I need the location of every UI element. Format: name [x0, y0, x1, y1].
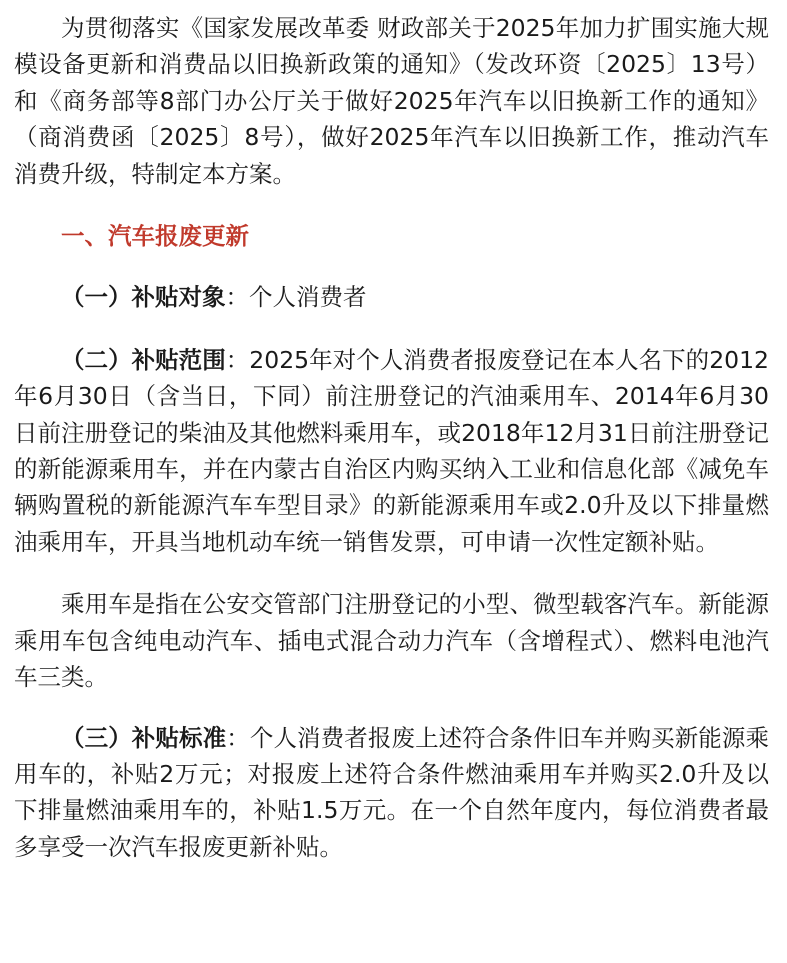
subsidy-standard-paragraph	[14, 720, 769, 866]
subsidy-target-colon: ：	[225, 283, 249, 312]
subsidy-scope-label: （二）补贴范围	[61, 345, 226, 374]
subsidy-target-paragraph	[14, 279, 769, 315]
subsidy-scope-paragraph	[14, 342, 769, 560]
subsidy-standard-text: 个人消费者报废上述符合条件旧车并购买新能源乘用车的，补贴2万元；对报废上述符合条件燃油乘用车并购买2.0升及以下排量燃油乘用车的，补贴1.5万元。在一个自然年度内，每位消费者最多享受一次汽车报废更新补贴。	[14, 723, 770, 861]
intro-paragraph: 为贯彻落实《国家发展改革委 财政部关于2025年加力扩围实施大规模设备更新和消费品以旧换新政策的通知》（发改环资〔2025〕13号）和《商务部等8部门办公厅关于做好2025年汽车以旧换新工作的通知》（商消费函〔2025〕8号），做好2025年汽车以旧换新工作，推动汽车消费升级，特制定本方案。	[14, 14, 769, 188]
subsidy-standard-label: （三）补贴标准	[61, 723, 227, 752]
subsidy-target-label: （一）补贴对象	[61, 283, 226, 312]
subsidy-scope-text: 2025年对个人消费者报废登记在本人名下的2012年6月30日（含当日，下同）前注册登记的汽油乘用车、2014年6月30日前注册登记的柴油及其他燃料乘用车，或2018年12月31日前注册登记的新能源乘用车，并在内蒙古自治区内购买纳入工业和信息化部《减免车辆购置税的新能源汽车车型目录》的新能源乘用车或2.0升及以下排量燃油乘用车，开具当地机动车统一销售发票，可申请一次性定额补贴。	[14, 345, 770, 556]
subsidy-standard-colon: ：	[226, 723, 250, 752]
section-heading: 一、汽车报废更新	[61, 222, 249, 251]
vehicle-definition-paragraph: 乘用车是指在公安交管部门注册登记的小型、微型载客汽车。新能源乘用车包含纯电动汽车、插电式混合动力汽车（含增程式）、燃料电池汽车三类。	[14, 590, 769, 692]
subsidy-target-text: 个人消费者	[249, 283, 367, 312]
subsidy-scope-colon: ：	[225, 345, 250, 374]
